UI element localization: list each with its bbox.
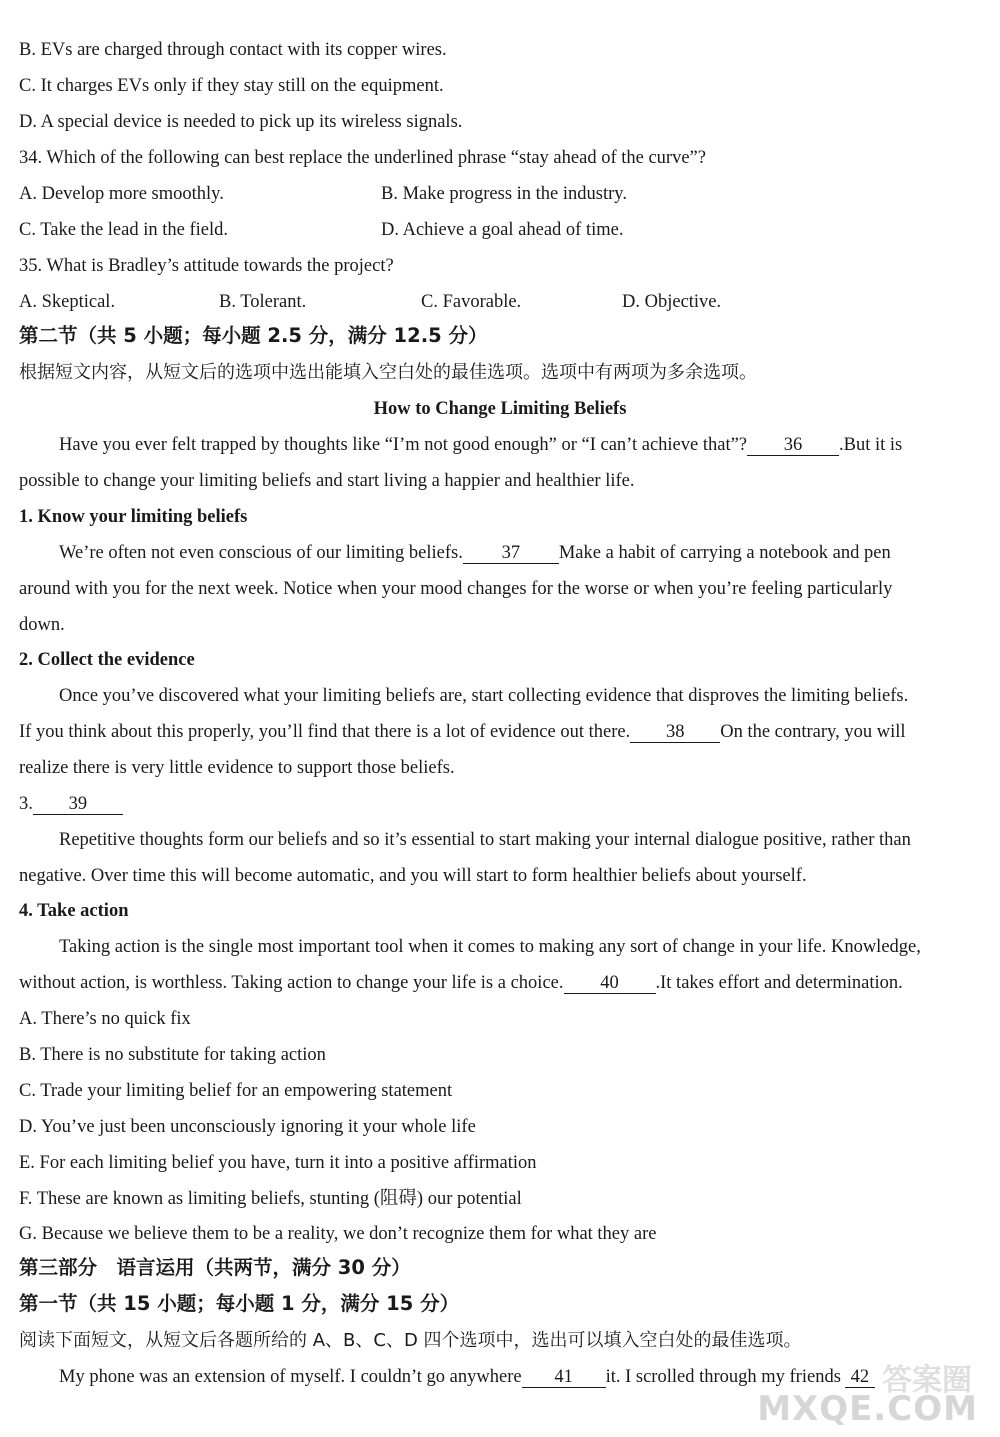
section2-header: 第二节（共 5 小题；每小题 2.5 分，满分 12.5 分） <box>19 324 488 347</box>
p3-line3: realize there is very little evidence to support those beliefs. <box>19 758 455 778</box>
blank-36: 36 <box>747 435 839 456</box>
p5-line2 <box>19 971 903 995</box>
p2-line1 <box>59 541 891 565</box>
heading-3-number: 3. <box>19 794 33 814</box>
q35-option-a: A. Skeptical. <box>19 292 116 312</box>
blank-42: 42 <box>845 1367 875 1388</box>
blank-40: 40 <box>564 973 656 994</box>
cloze-line1-text: My phone was an extension of myself. I couldn’t go anywhere <box>59 1367 522 1387</box>
p5-line2-tail: .It takes effort and determination. <box>655 973 903 993</box>
option-c: C. Trade your limiting belief for an empowering statement <box>19 1081 453 1101</box>
q34-option-d: D. Achieve a goal ahead of time. <box>381 220 624 240</box>
option-d: D. You’ve just been unconsciously ignoring it your whole life <box>19 1117 476 1137</box>
q33-option-b: B. EVs are charged through contact with its copper wires. <box>19 40 447 60</box>
option-b: B. There is no substitute for taking action <box>19 1045 326 1065</box>
p1-line2: possible to change your limiting beliefs and start living a happier and healthier life. <box>19 471 635 491</box>
p1-line1-tail: .But it is <box>839 435 903 455</box>
cloze-line1 <box>59 1365 875 1389</box>
p2-line3: down. <box>19 615 65 635</box>
heading-collect-evidence: 2. Collect the evidence <box>19 650 195 670</box>
q35-stem: 35. What is Bradley’s attitude towards the project? <box>19 256 394 276</box>
p2-line1-tail: Make a habit of carrying a notebook and pen <box>558 543 891 563</box>
section2-instruction: 根据短文内容，从短文后的选项中选出能填入空白处的最佳选项。选项中有两项为多余选项。 <box>19 362 757 383</box>
blank-39: 39 <box>33 794 123 815</box>
p4-line2: negative. Over time this will become automatic, and you will start to form healthier beliefs about yourself. <box>19 866 807 886</box>
option-e: E. For each limiting belief you have, turn it into a positive affirmation <box>19 1153 537 1173</box>
part3-header: 第三部分 语言运用（共两节，满分 30 分） <box>19 1256 411 1279</box>
p5-line2-text: without action, is worthless. Taking action to change your life is a choice. <box>19 973 564 993</box>
option-a: A. There’s no quick fix <box>19 1009 191 1029</box>
p3-line2-text: If you think about this properly, you’ll find that there is a lot of evidence out there. <box>19 722 631 742</box>
watermark-logo: 答案圈 <box>882 1363 972 1398</box>
p1-line1 <box>59 433 902 457</box>
q35-option-b: B. Tolerant. <box>219 292 307 312</box>
blank-37: 37 <box>463 543 559 564</box>
p5-line1: Taking action is the single most important tool when it comes to making any sort of change in your life. Knowledge, <box>59 937 921 957</box>
p1-line1-text: Have you ever felt trapped by thoughts like “I’m not good enough” or “I can’t achieve that”? <box>59 435 748 455</box>
part3-section1-header: 第一节（共 15 小题；每小题 1 分，满分 15 分） <box>19 1292 460 1315</box>
q33-option-d: D. A special device is needed to pick up its wireless signals. <box>19 112 463 132</box>
option-g: G. Because we believe them to be a reality, we don’t recognize them for what they are <box>19 1224 657 1244</box>
passage-title: How to Change Limiting Beliefs <box>373 399 627 419</box>
q33-option-c: C. It charges EVs only if they stay still on the equipment. <box>19 76 444 96</box>
cloze-line1-tail: it. I scrolled through my friends <box>605 1367 841 1387</box>
q35-option-d: D. Objective. <box>622 292 722 312</box>
q34-option-c: C. Take the lead in the field. <box>19 220 228 240</box>
p3-line2 <box>19 720 906 744</box>
watermark: MXQE.COM <box>757 1389 978 1429</box>
p3-line2-tail: On the contrary, you will <box>720 722 906 742</box>
p2-line2: around with you for the next week. Notice when your mood changes for the worse or when you’re feeling particularly <box>19 579 893 599</box>
q34-option-b: B. Make progress in the industry. <box>381 184 627 204</box>
part3-instruction: 阅读下面短文，从短文后各题所给的 A、B、C、D 四个选项中，选出可以填入空白处的最佳选项。 <box>19 1330 802 1351</box>
blank-41: 41 <box>522 1367 606 1388</box>
heading-know-beliefs: 1. Know your limiting beliefs <box>19 507 248 527</box>
p3-line1: Once you’ve discovered what your limiting beliefs are, start collecting evidence that disproves the limiting beliefs. <box>59 686 909 706</box>
q34-option-a: A. Develop more smoothly. <box>19 184 224 204</box>
blank-38: 38 <box>630 722 720 743</box>
heading-take-action: 4. Take action <box>19 901 129 921</box>
heading-3 <box>19 792 123 816</box>
q35-option-c: C. Favorable. <box>421 292 522 312</box>
p2-line1-text: We’re often not even conscious of our limiting beliefs. <box>59 543 463 563</box>
p4-line1: Repetitive thoughts form our beliefs and so it’s essential to start making your internal dialogue positive, rather than <box>59 830 911 850</box>
option-f: F. These are known as limiting beliefs, stunting (阻碍) our potential <box>19 1189 522 1209</box>
q34-stem: 34. Which of the following can best replace the underlined phrase “stay ahead of the curve”? <box>19 148 706 168</box>
